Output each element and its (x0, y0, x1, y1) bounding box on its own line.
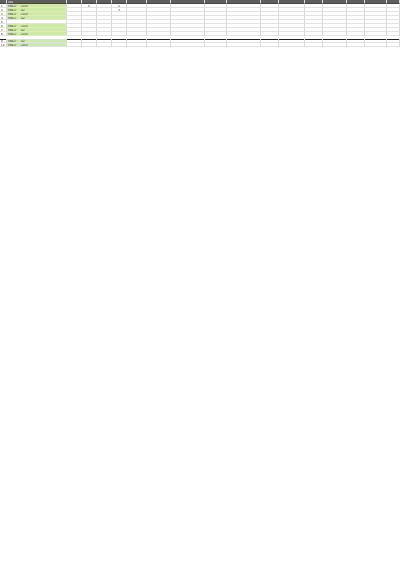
url-cell[interactable]: http://___.com/ (7, 43, 67, 47)
url-cell[interactable]: http://___.com/ (7, 12, 67, 16)
data-cell[interactable] (82, 43, 97, 47)
url-cell[interactable]: http://___.jp/ (7, 8, 67, 12)
row-number[interactable]: 4 (0, 16, 7, 20)
data-cell[interactable] (305, 43, 323, 47)
url-cell[interactable]: http://___.jp/ (7, 16, 67, 20)
table-row[interactable] (0, 43, 400, 47)
data-cell[interactable] (205, 43, 227, 47)
row-number[interactable]: 3 (0, 12, 7, 16)
row-number[interactable]: 9 (0, 39, 7, 43)
data-cell[interactable] (365, 43, 387, 47)
row-number[interactable]: 6 (0, 24, 7, 28)
url-cell[interactable]: http://___.com/ (7, 4, 67, 8)
column-header[interactable]: URL (7, 0, 67, 4)
data-cell[interactable] (323, 43, 347, 47)
row-number[interactable]: 10 (0, 43, 7, 47)
row-number[interactable]: 7 (0, 28, 7, 32)
url-cell[interactable]: http://___.jp/ (7, 39, 67, 43)
data-cell[interactable] (387, 43, 400, 47)
data-cell[interactable] (127, 43, 147, 47)
url-cell[interactable]: http://___.jp/ (7, 28, 67, 32)
data-cell[interactable]: 3 (112, 8, 127, 12)
url-cell[interactable]: http://___.com/ (7, 24, 67, 28)
data-cell[interactable] (67, 43, 82, 47)
data-cell[interactable] (171, 43, 205, 47)
data-cell[interactable] (347, 43, 365, 47)
data-cell[interactable] (112, 43, 127, 47)
data-cell[interactable] (279, 43, 305, 47)
row-number[interactable]: 5 (0, 20, 7, 24)
data-cell[interactable]: 2 (112, 4, 127, 8)
row-number[interactable]: 1 (0, 4, 7, 8)
data-cell[interactable]: 5 (82, 4, 97, 8)
data-cell[interactable] (261, 43, 279, 47)
data-cell[interactable] (147, 43, 171, 47)
row-number[interactable]: 8 (0, 32, 7, 36)
url-cell[interactable]: http://___.com/ (7, 32, 67, 36)
data-cell[interactable] (97, 43, 112, 47)
data-cell[interactable] (227, 43, 261, 47)
row-number[interactable]: 2 (0, 8, 7, 12)
